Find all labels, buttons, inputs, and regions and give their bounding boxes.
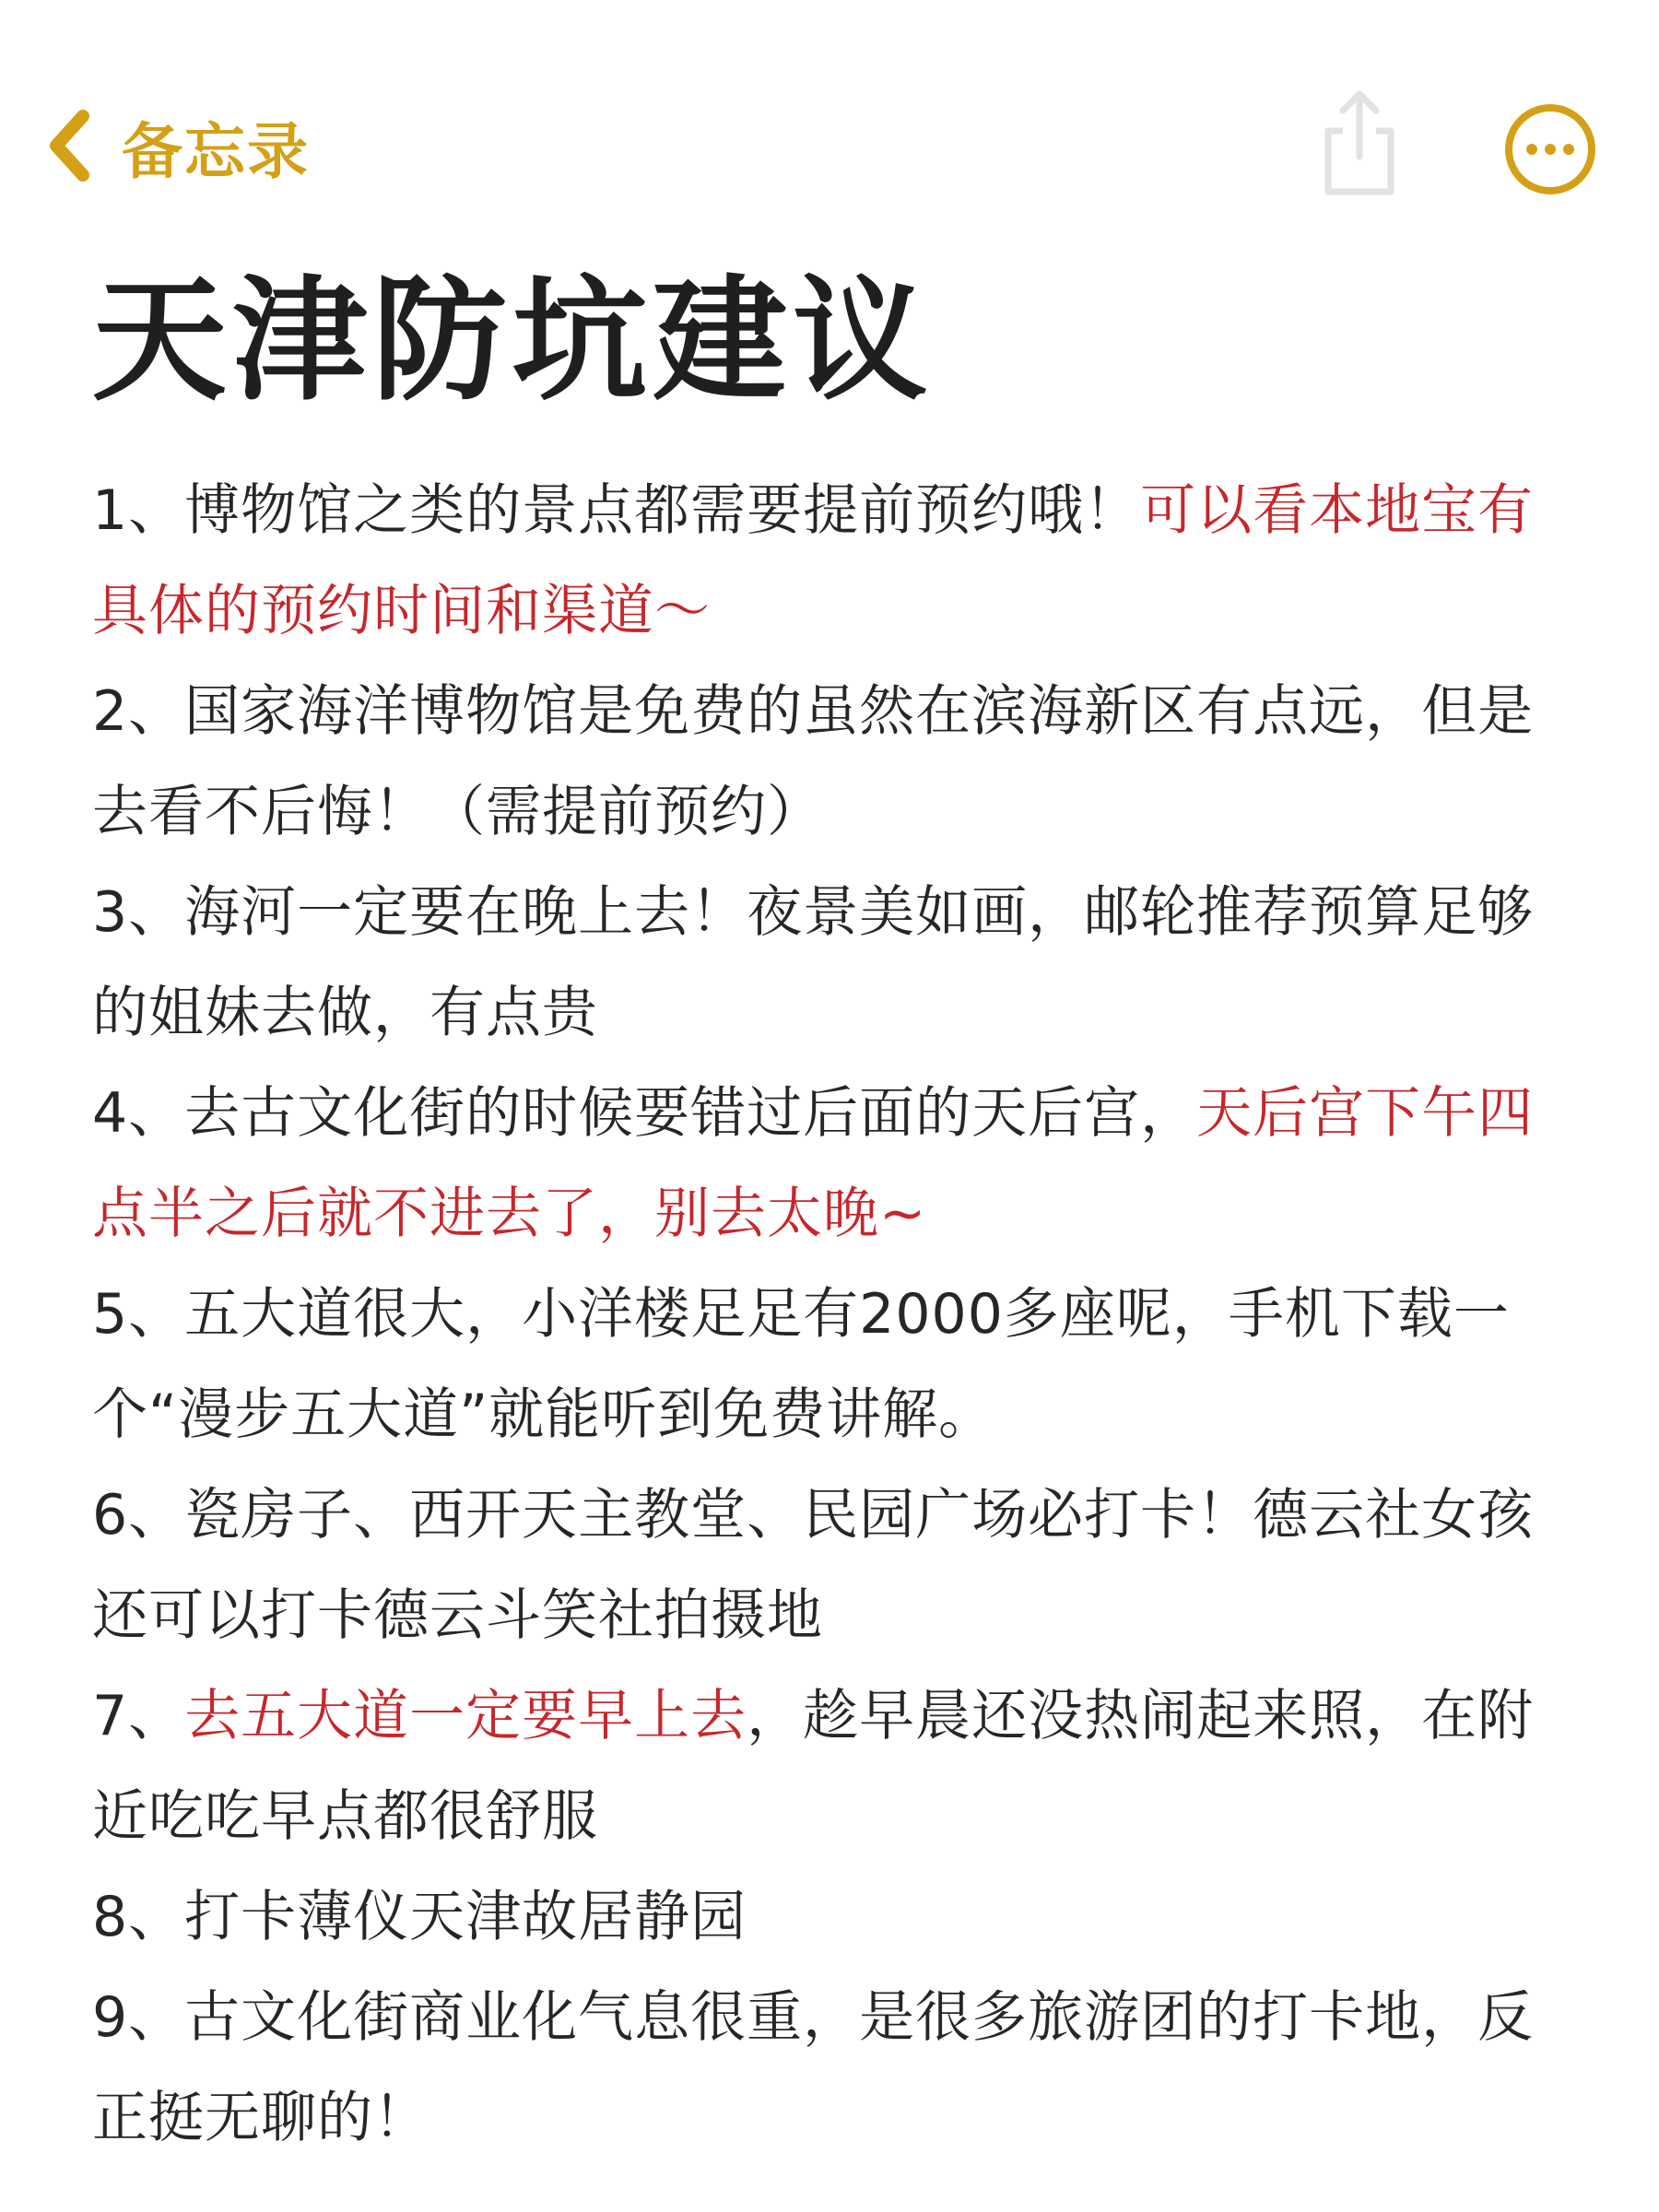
more-button[interactable]: [1502, 101, 1598, 197]
back-button[interactable]: [48, 100, 310, 192]
note-item: [92, 662, 1567, 863]
item-highlight: 可以看本地宝有具体的预约时间和渠道～: [92, 478, 1535, 643]
note-item: [92, 1867, 1567, 1968]
item-text: 8、打卡薄仪天津故居静园: [92, 1885, 747, 1949]
note-item: [92, 461, 1567, 662]
item-text: 3、海河一定要在晚上去！夜景美如画，邮轮推荐预算足够的姐妹去做，有点贵: [92, 880, 1535, 1045]
share-icon: [1313, 184, 1406, 202]
share-button[interactable]: [1313, 83, 1406, 198]
note-title: 天津防坑建议: [92, 263, 933, 419]
item-highlight: 天后宫下午四点半之后就不进去了，别去太晚~: [92, 1081, 1535, 1246]
note-item: [92, 1666, 1567, 1867]
item-tail: ，趁早晨还没热闹起来照，在附近吃吃早点都很舒服: [92, 1684, 1535, 1849]
note-body: [92, 461, 1567, 2169]
note-item: [92, 1265, 1567, 1465]
more-icon: [1502, 183, 1598, 201]
item-text: 5、五大道很大，小洋楼足足有2000多座呢，手机下载一个“漫步五大道”就能听到免费讲解。: [92, 1282, 1510, 1447]
item-text: 6、瓷房子、西开天主教堂、民园广场必打卡！德云社女孩还可以打卡德云斗笑社拍摄地: [92, 1483, 1535, 1648]
item-text: 7、: [92, 1684, 185, 1748]
item-text: 2、国家海洋博物馆是免费的虽然在滨海新区有点远，但是去看不后悔！（需提前预约）: [92, 679, 1535, 844]
note-item: [92, 863, 1567, 1064]
item-text: 4、去古文化街的时候要错过后面的天后宫，: [92, 1081, 1197, 1146]
navigation-bar: [0, 83, 1659, 203]
back-label: 备忘录: [122, 115, 310, 187]
item-text: 1、博物馆之类的景点都需要提前预约哦！: [92, 478, 1141, 543]
note-item: [92, 1064, 1567, 1265]
note-item: [92, 1968, 1567, 2169]
item-highlight: 去五大道一定要早上去: [184, 1684, 747, 1748]
chevron-left-icon: [48, 109, 90, 182]
item-text: 9、古文化街商业化气息很重，是很多旅游团的打卡地，反正挺无聊的！: [92, 1985, 1535, 2150]
note-item: [92, 1465, 1567, 1666]
